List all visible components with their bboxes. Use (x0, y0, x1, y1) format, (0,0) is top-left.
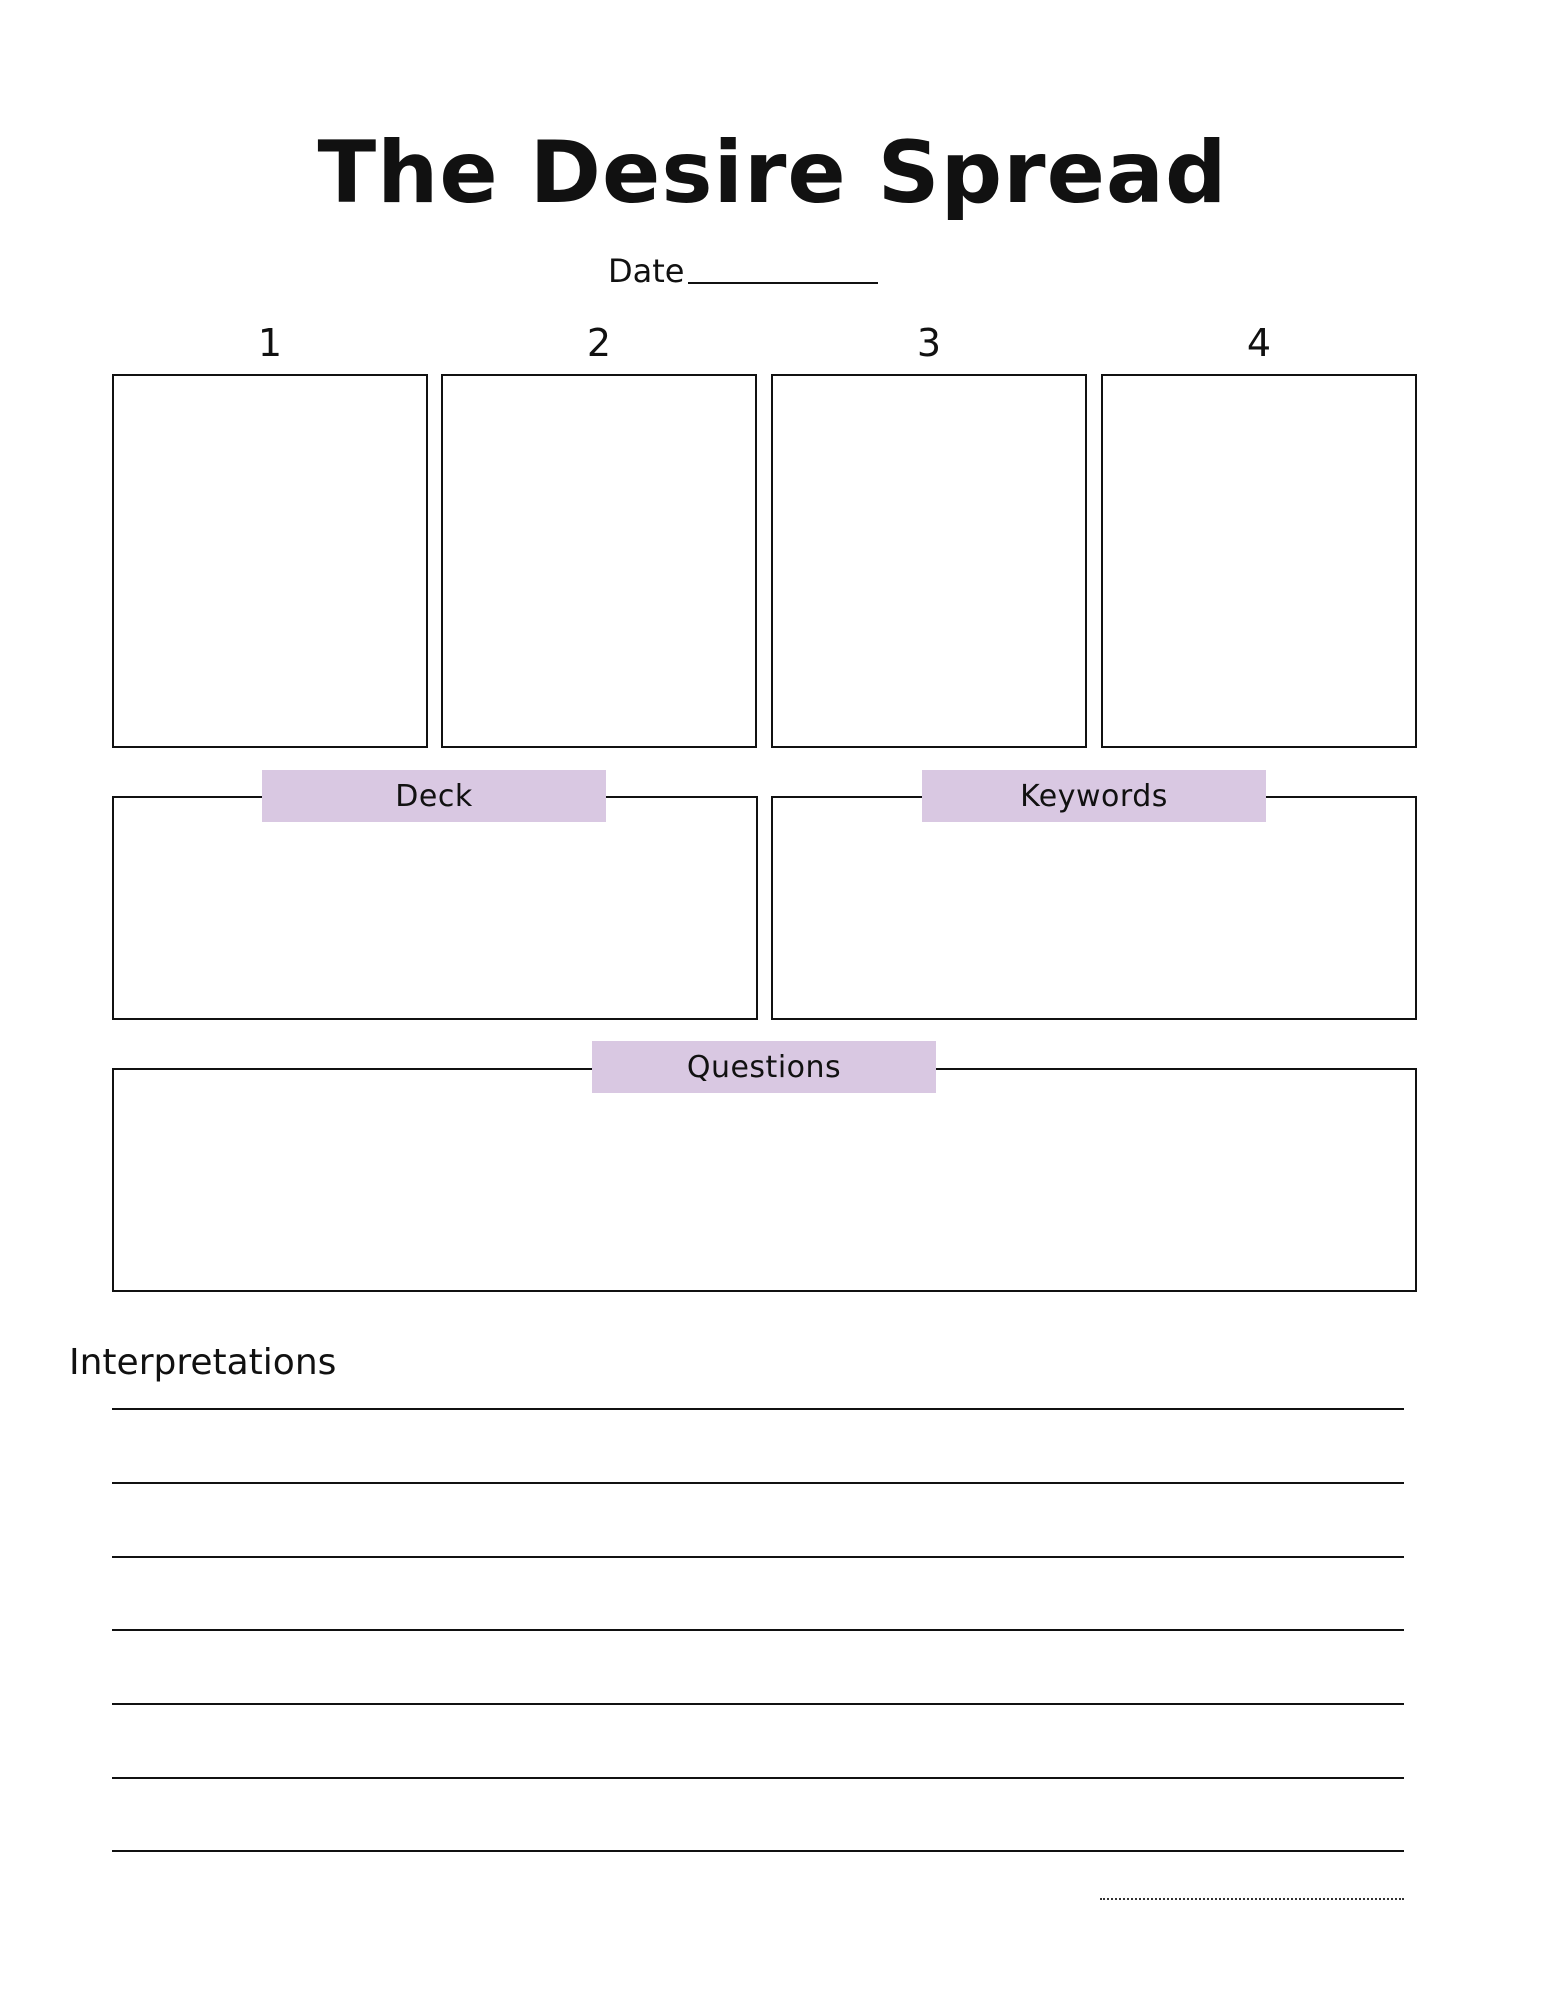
interpretation-line[interactable] (112, 1408, 1404, 1410)
page-title: The Desire Spread (317, 123, 1228, 223)
card-box-3[interactable] (771, 374, 1087, 748)
interpretation-line[interactable] (112, 1850, 1404, 1852)
questions-box[interactable] (112, 1068, 1417, 1292)
card-box-1[interactable] (112, 374, 428, 748)
deck-box[interactable] (112, 796, 758, 1020)
interpretations-heading: Interpretations (69, 1342, 337, 1383)
card-box-2[interactable] (441, 374, 757, 748)
card-number-3: 3 (916, 321, 942, 365)
interpretation-line[interactable] (112, 1777, 1404, 1779)
deck-tag: Deck (262, 770, 606, 822)
date-field[interactable] (608, 250, 878, 290)
footer-dotted-line (1100, 1898, 1404, 1900)
date-line[interactable] (688, 282, 878, 284)
interpretation-line[interactable] (112, 1703, 1404, 1705)
interpretation-line[interactable] (112, 1556, 1404, 1558)
interpretation-line[interactable] (112, 1629, 1404, 1631)
card-number-1: 1 (257, 321, 283, 365)
interpretation-line[interactable] (112, 1482, 1404, 1484)
keywords-tag: Keywords (922, 770, 1266, 822)
card-number-2: 2 (586, 321, 612, 365)
questions-tag: Questions (592, 1041, 936, 1093)
keywords-box[interactable] (771, 796, 1417, 1020)
date-label: Date (608, 252, 685, 290)
card-number-4: 4 (1246, 321, 1272, 365)
card-box-4[interactable] (1101, 374, 1417, 748)
